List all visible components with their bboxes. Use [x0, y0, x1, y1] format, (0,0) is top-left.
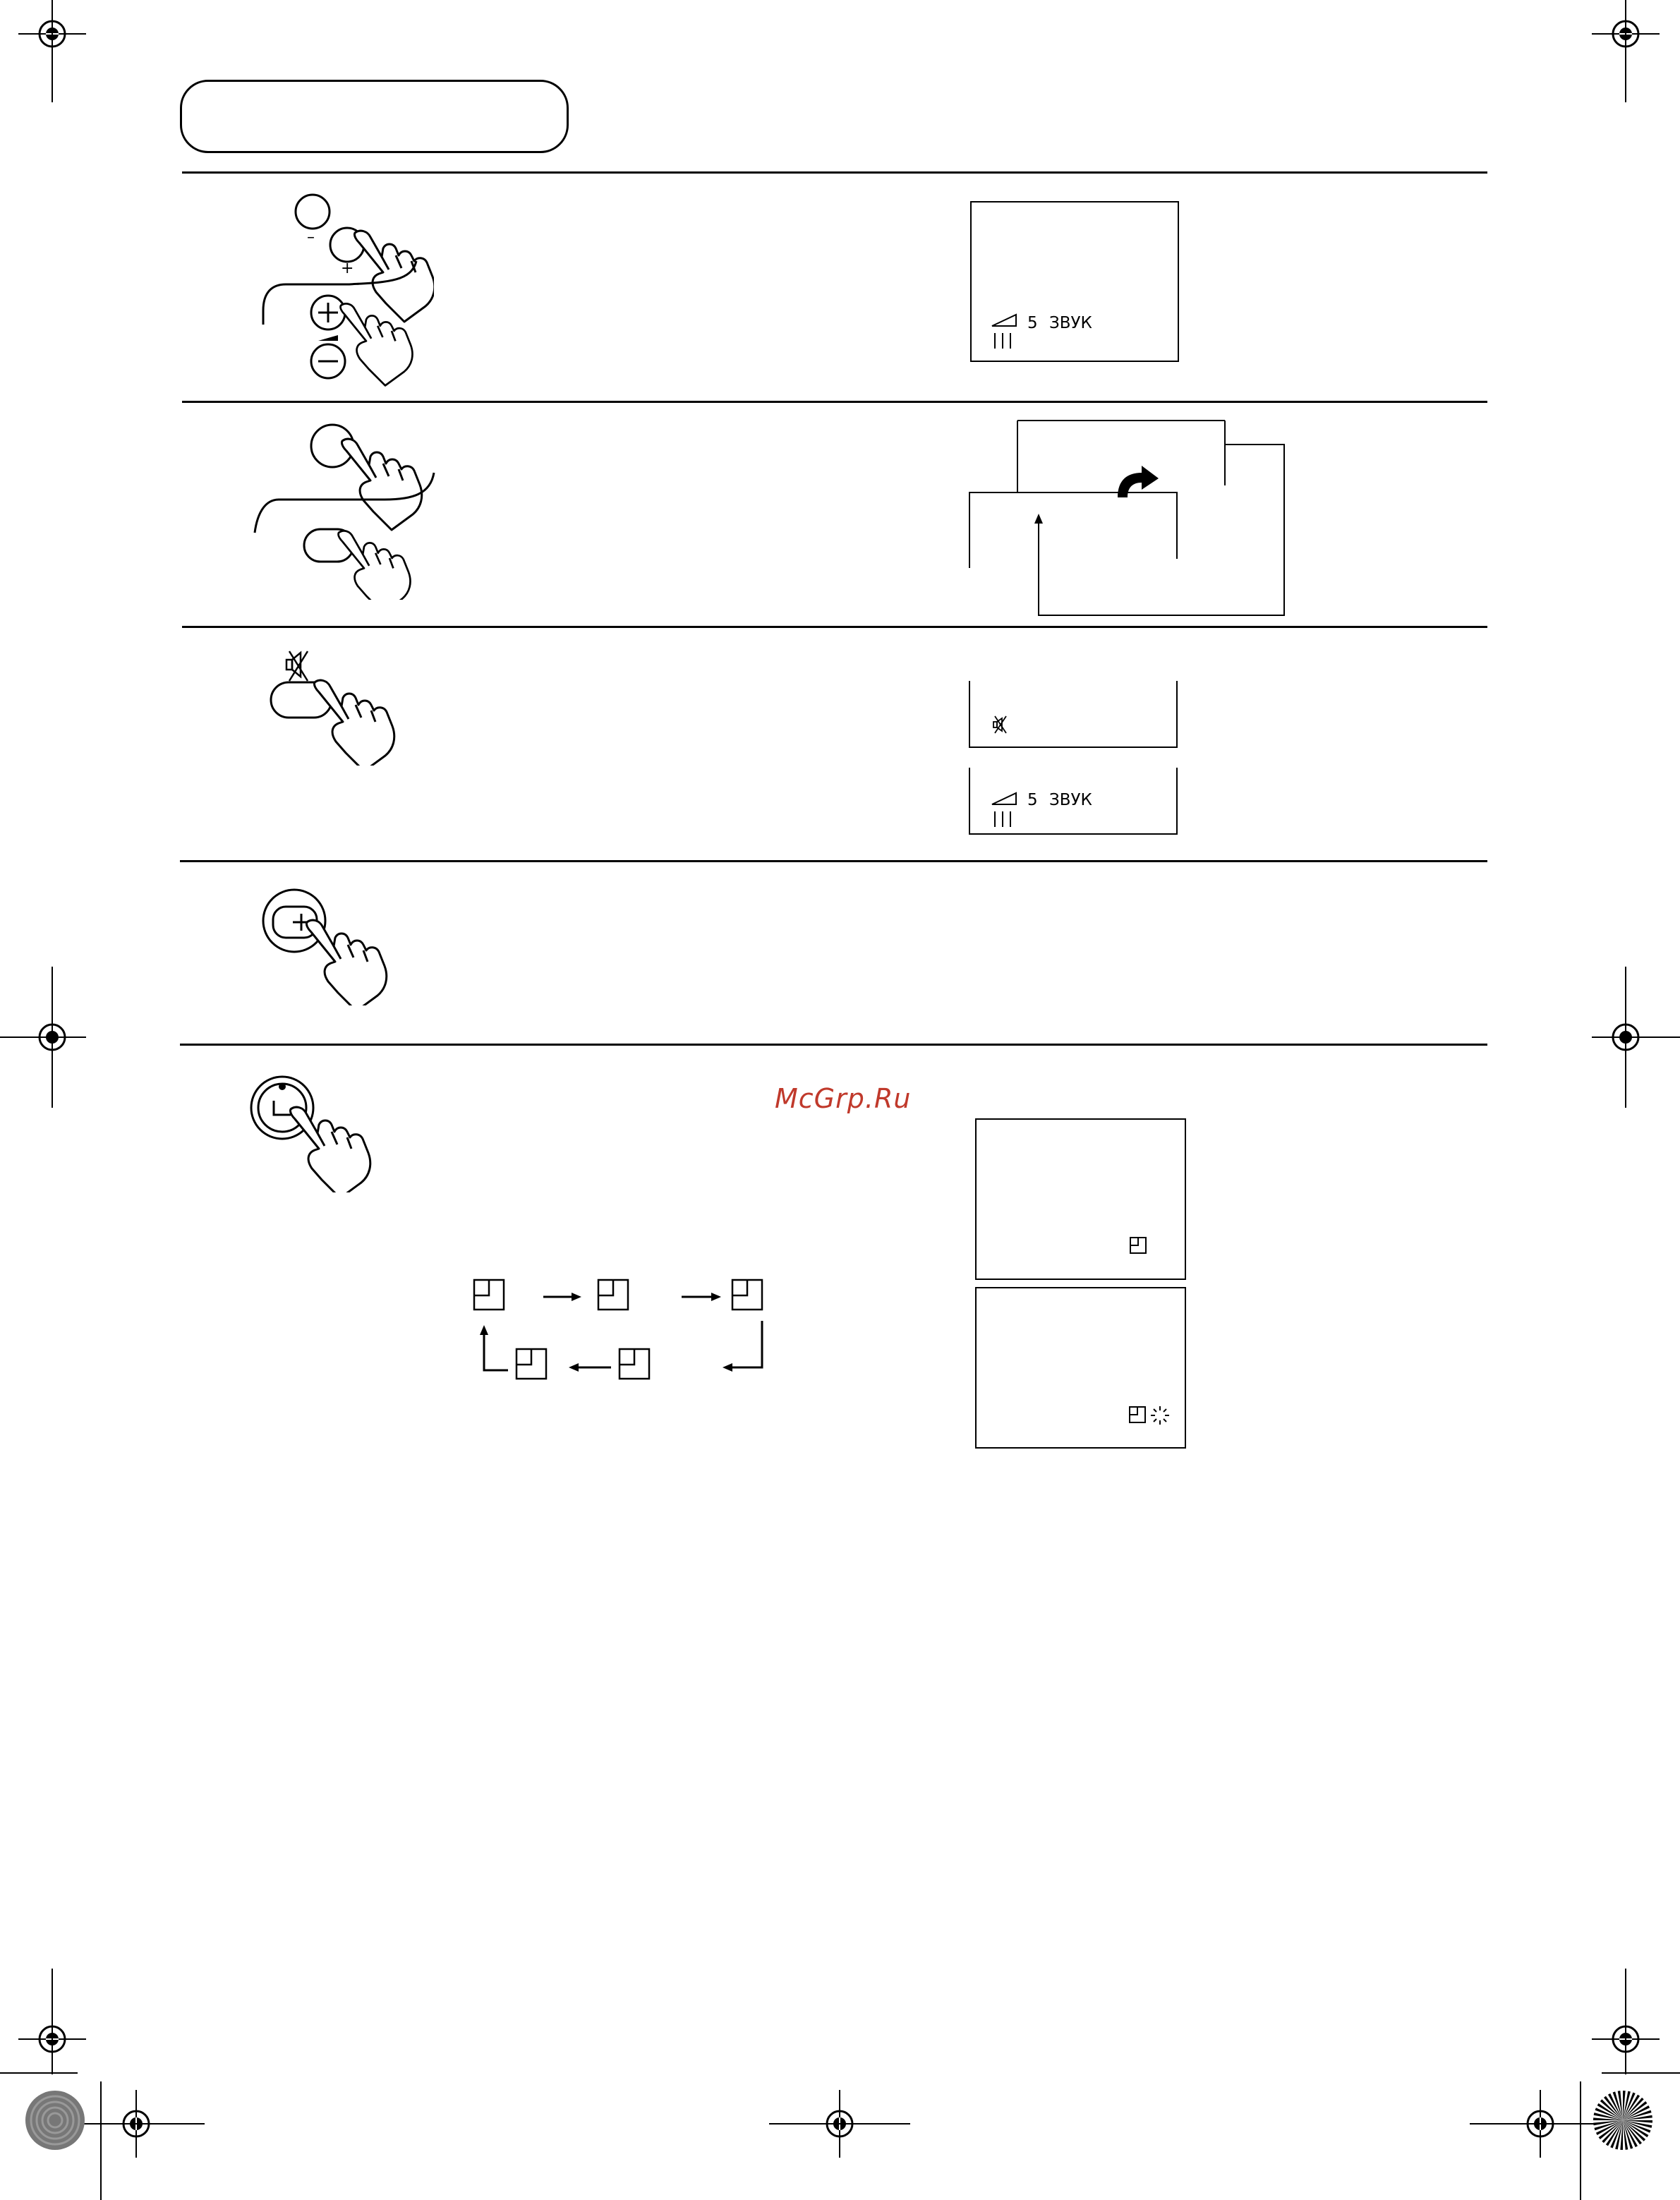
volume-buttons-illustration — [250, 187, 434, 388]
rule-top — [182, 171, 1487, 174]
restored-volume-label: ЗВУК — [1049, 791, 1092, 809]
recall-screen-right — [1039, 445, 1284, 615]
sleep-screen-1 — [975, 1118, 1186, 1280]
display-button-illustration — [258, 886, 413, 1005]
mute-symbol-icon — [286, 651, 308, 681]
starburst-ray — [1623, 2120, 1652, 2123]
starburst-ray — [1620, 2120, 1623, 2150]
sleep-screen-2-timer-icon — [1127, 1404, 1176, 1428]
recall-screen-back — [1017, 421, 1225, 621]
rule-1 — [182, 401, 1487, 403]
rule-2 — [182, 626, 1487, 628]
recall-screens-illustration — [967, 416, 1291, 621]
rule-3 — [180, 860, 1487, 862]
starburst-ray — [1623, 2091, 1626, 2120]
recall-buttons-illustration — [250, 416, 441, 600]
mute-button-illustration — [268, 646, 409, 766]
panel-plus-label: + — [341, 260, 354, 277]
watermark-text: McGrp.Ru — [775, 1083, 912, 1114]
grey-target-mark — [25, 2091, 85, 2150]
volume-level-value: 5 — [1027, 314, 1038, 332]
section-tab — [180, 80, 569, 153]
sleep-icon-2 — [598, 1280, 628, 1310]
sleep-icon-3 — [732, 1280, 762, 1310]
osd-mute-icon — [993, 716, 1006, 733]
sleep-timer-button-illustration — [247, 1072, 402, 1192]
sleep-screen-1-timer-icon — [1129, 1236, 1150, 1257]
mute-screen — [967, 681, 1182, 750]
restored-volume-level-icon — [992, 793, 1016, 827]
panel-minus-label: – — [307, 229, 315, 246]
recall-screen-front — [969, 492, 1177, 568]
sleep-cycle-diagram — [466, 1270, 776, 1397]
sleep-icon-1 — [474, 1280, 504, 1310]
sleep-icon-5 — [516, 1349, 546, 1379]
blink-rays-icon — [1151, 1406, 1169, 1425]
rule-4 — [180, 1044, 1487, 1046]
starburst-ray — [1593, 2117, 1623, 2120]
starburst-mark — [1593, 2091, 1652, 2150]
restored-volume-level-value: 5 — [1027, 791, 1038, 809]
volume-level-icon — [989, 312, 1025, 351]
sleep-icon-4 — [620, 1349, 649, 1379]
panel-button-upper-icon — [296, 195, 330, 229]
volume-label: ЗВУК — [1049, 314, 1092, 332]
